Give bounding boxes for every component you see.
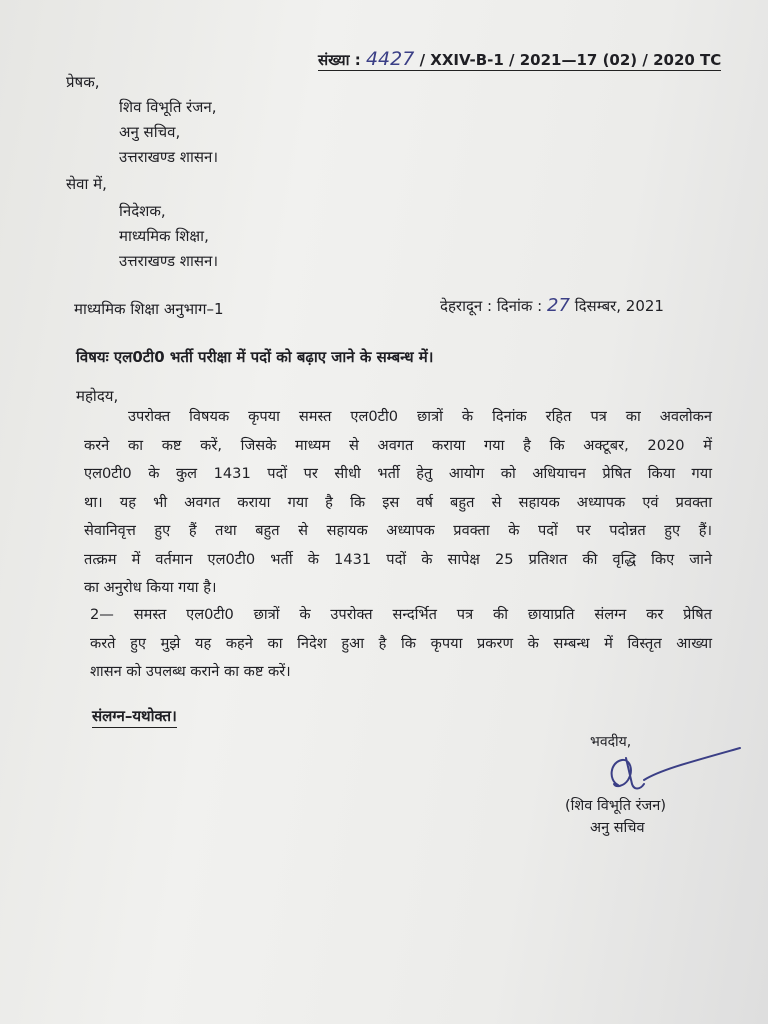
- enclosure-note: [92, 704, 177, 728]
- date-line: [440, 294, 664, 318]
- enclosure-text: संलग्न–यथोक्त।: [92, 707, 177, 728]
- paragraph-line: उपरोक्त विषयक कृपया समस्त एल0टी0 छात्रों के दिनांक रहित पत्र का अवलोकन: [128, 408, 712, 425]
- reference-prefix: संख्या :: [318, 51, 361, 69]
- paragraph-line: तत्क्रम में वर्तमान एल0टी0 भर्ती के 1431 पदों के सापेक्ष 25 प्रतिशत की वृद्धि किए जाने: [84, 550, 712, 568]
- reference-handwritten-number: 4427: [365, 48, 415, 70]
- paragraph-line: करने का कष्ट करें, जिसके माध्यम से अवगत कराया गया है कि अक्टूबर, 2020 में: [84, 436, 712, 454]
- closing-yours: भवदीय,: [590, 734, 632, 750]
- handwritten-signature: [600, 740, 750, 800]
- paragraph-line: एल0टी0 के कुल 1431 पदों पर सीधी भर्ती हेतु आयोग को अधियाचन प्रेषित किया गया: [84, 465, 712, 482]
- paragraph-line: था। यह भी अवगत कराया गया है कि इस वर्ष बहुत से सहायक अध्यापक एवं प्रवक्ता: [84, 493, 712, 511]
- paragraph-line: सेवानिवृत्त हुए हैं तथा बहुत से सहायक अध्यापक प्रवक्ता के पदों पर पदोन्नत हुए हैं।: [84, 522, 712, 539]
- reference-number: [318, 47, 721, 72]
- salutation: महोदय,: [76, 387, 119, 405]
- recipient-department: माध्यमिक शिक्षा,: [119, 227, 209, 245]
- recipient-label: सेवा में,: [66, 175, 107, 193]
- sender-designation: अनु सचिव,: [119, 123, 181, 141]
- paragraph-line: करते हुए मुझे यह कहने का निदेश हुआ है कि कृपया प्रकरण के सम्बन्ध में विस्तृत आख्या: [90, 634, 712, 652]
- sender-label: प्रेषक,: [66, 73, 100, 91]
- sender-name: शिव विभूति रंजन,: [119, 98, 217, 116]
- signer-name: (शिव विभूति रंजन): [565, 798, 666, 814]
- paragraph-line: 2— समस्त एल0टी0 छात्रों के उपरोक्त सन्दर्भित पत्र की छायाप्रति संलग्न कर प्रेषित: [90, 606, 712, 623]
- paragraph-line: शासन को उपलब्ध कराने का कष्ट करें।: [90, 663, 291, 680]
- date-suffix: दिसम्बर, 2021: [574, 297, 664, 315]
- sender-government: उत्तराखण्ड शासन।: [119, 148, 219, 166]
- body-paragraph-1: [84, 403, 712, 603]
- subject-line: विषयः एल0टी0 भर्ती परीक्षा में पदों को बढ़ाए जाने के सम्बन्ध में।: [76, 348, 434, 366]
- signer-designation: अनु सचिव: [590, 820, 645, 836]
- recipient-title: निदेशक,: [119, 202, 166, 220]
- recipient-government: उत्तराखण्ड शासन।: [119, 252, 219, 270]
- date-handwritten-day: 27: [547, 295, 570, 316]
- section-name: माध्यमिक शिक्षा अनुभाग–1: [74, 300, 224, 318]
- body-paragraph-2: [90, 601, 712, 687]
- paragraph-line: का अनुरोध किया गया है।: [84, 579, 217, 596]
- date-prefix: देहरादून : दिनांक :: [440, 297, 543, 315]
- reference-suffix: / XXIV-B-1 / 2021—17 (02) / 2020 TC: [419, 51, 722, 69]
